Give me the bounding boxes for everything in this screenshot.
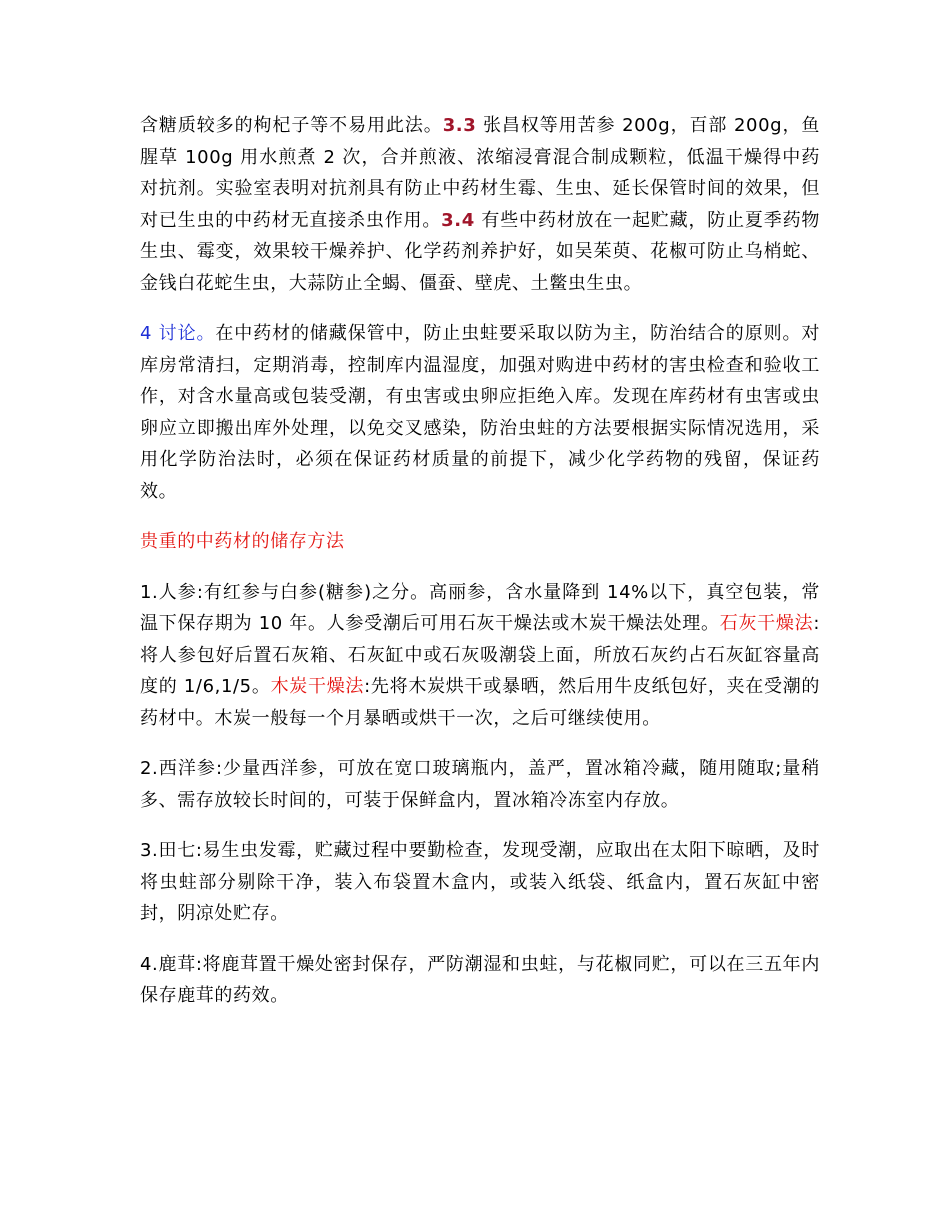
paragraph-american-ginseng: 2.西洋参:少量西洋参，可放在宽口玻璃瓶内，盖严，置冰箱冷藏，随用随取;量稍多、需存放较长时间的，可装于保鲜盒内，置冰箱冷冻室内存放。 <box>140 758 820 811</box>
paragraph-text: :先将木炭烘干或暴晒，然后用牛皮纸包好，夹在受潮的药材中。木炭一般每一个月暴晒或烘干一次，之后可继续使用。 <box>140 676 821 729</box>
term-lime-drying: 石灰干燥法 <box>719 613 814 634</box>
paragraph-text: :将人参包好后置石灰箱、石灰缸中或石灰吸潮袋上面，所放石灰约占石灰缸容量高度的 1/6,1/5。 <box>140 613 821 697</box>
document-page <box>140 110 820 1031</box>
term-charcoal-drying: 木炭干燥法 <box>270 676 365 697</box>
paragraph-discussion <box>140 318 820 507</box>
paragraph-text: 1.人参:有红参与白参(糖参)之分。高丽参，含水量降到 14%以下，真空包装，常温下保存期为 10 年。人参受潮后可用石灰干燥法或木炭干燥法处理。 <box>140 581 820 634</box>
paragraph-tianqi: 3.田七:易生虫发霉，贮藏过程中要勤检查，发现受潮，应取出在太阳下晾晒，及时将虫蛀部分剔除干净，装入布袋置木盒内，或装入纸袋、纸盒内，置石灰缸中密封，阴凉处贮存。 <box>140 840 820 924</box>
section-number-3-3: 3.3 <box>442 115 477 136</box>
section-heading: 贵重的中药材的储存方法 <box>140 531 345 552</box>
paragraph-text: 在中药材的储藏保管中，防止虫蛀要采取以防为主，防治结合的原则。对库房常清扫，定期消毒，控制库内温湿度，加强对购进中药材的害虫检查和验收工作，对含水量高或包装受潮，有虫害或虫卵应拒绝入库。发现在库药材有虫害或虫卵应立即搬出库外处理，以免交叉感染，防治虫蛀的方法要根据实际情况选用，采用化学防治法时，必须在保证药材质量的前提下，减少化学药物的残留，保证药效。 <box>140 323 820 502</box>
paragraph-deer-antler: 4.鹿茸:将鹿茸置干燥处密封保存，严防潮湿和虫蛀，与花椒同贮，可以在三五年内保存鹿茸的药效。 <box>140 953 820 1006</box>
section-number-4: 4 <box>140 323 153 344</box>
paragraph-ginseng <box>140 577 820 735</box>
paragraph-storage-methods <box>140 110 820 299</box>
discussion-label: 讨论。 <box>152 323 216 344</box>
paragraph-text: 张昌权等用苦参 200g，百部 200g，鱼腥草 100g 用水煎煮 2 次，合并煎液、浓缩浸膏混合制成颗粒，低温干燥得中药对抗剂。实验室表明对抗剂具有防止中药材生霉、生虫、延长保管时间的效果，但对已生虫的中药材无直接杀虫作用。 <box>140 115 820 231</box>
paragraph-text: 有些中药材放在一起贮藏，防止夏季药物生虫、霉变，效果较干燥养护、化学药剂养护好，如吴茱萸、花椒可防止乌梢蛇、金钱白花蛇生虫，大蒜防止全蝎、僵蚕、壁虎、土鳖虫生虫。 <box>140 209 820 294</box>
section-number-3-4: 3.4 <box>441 209 475 231</box>
paragraph-text: 含糖质较多的枸杞子等不易用此法。 <box>140 115 443 136</box>
